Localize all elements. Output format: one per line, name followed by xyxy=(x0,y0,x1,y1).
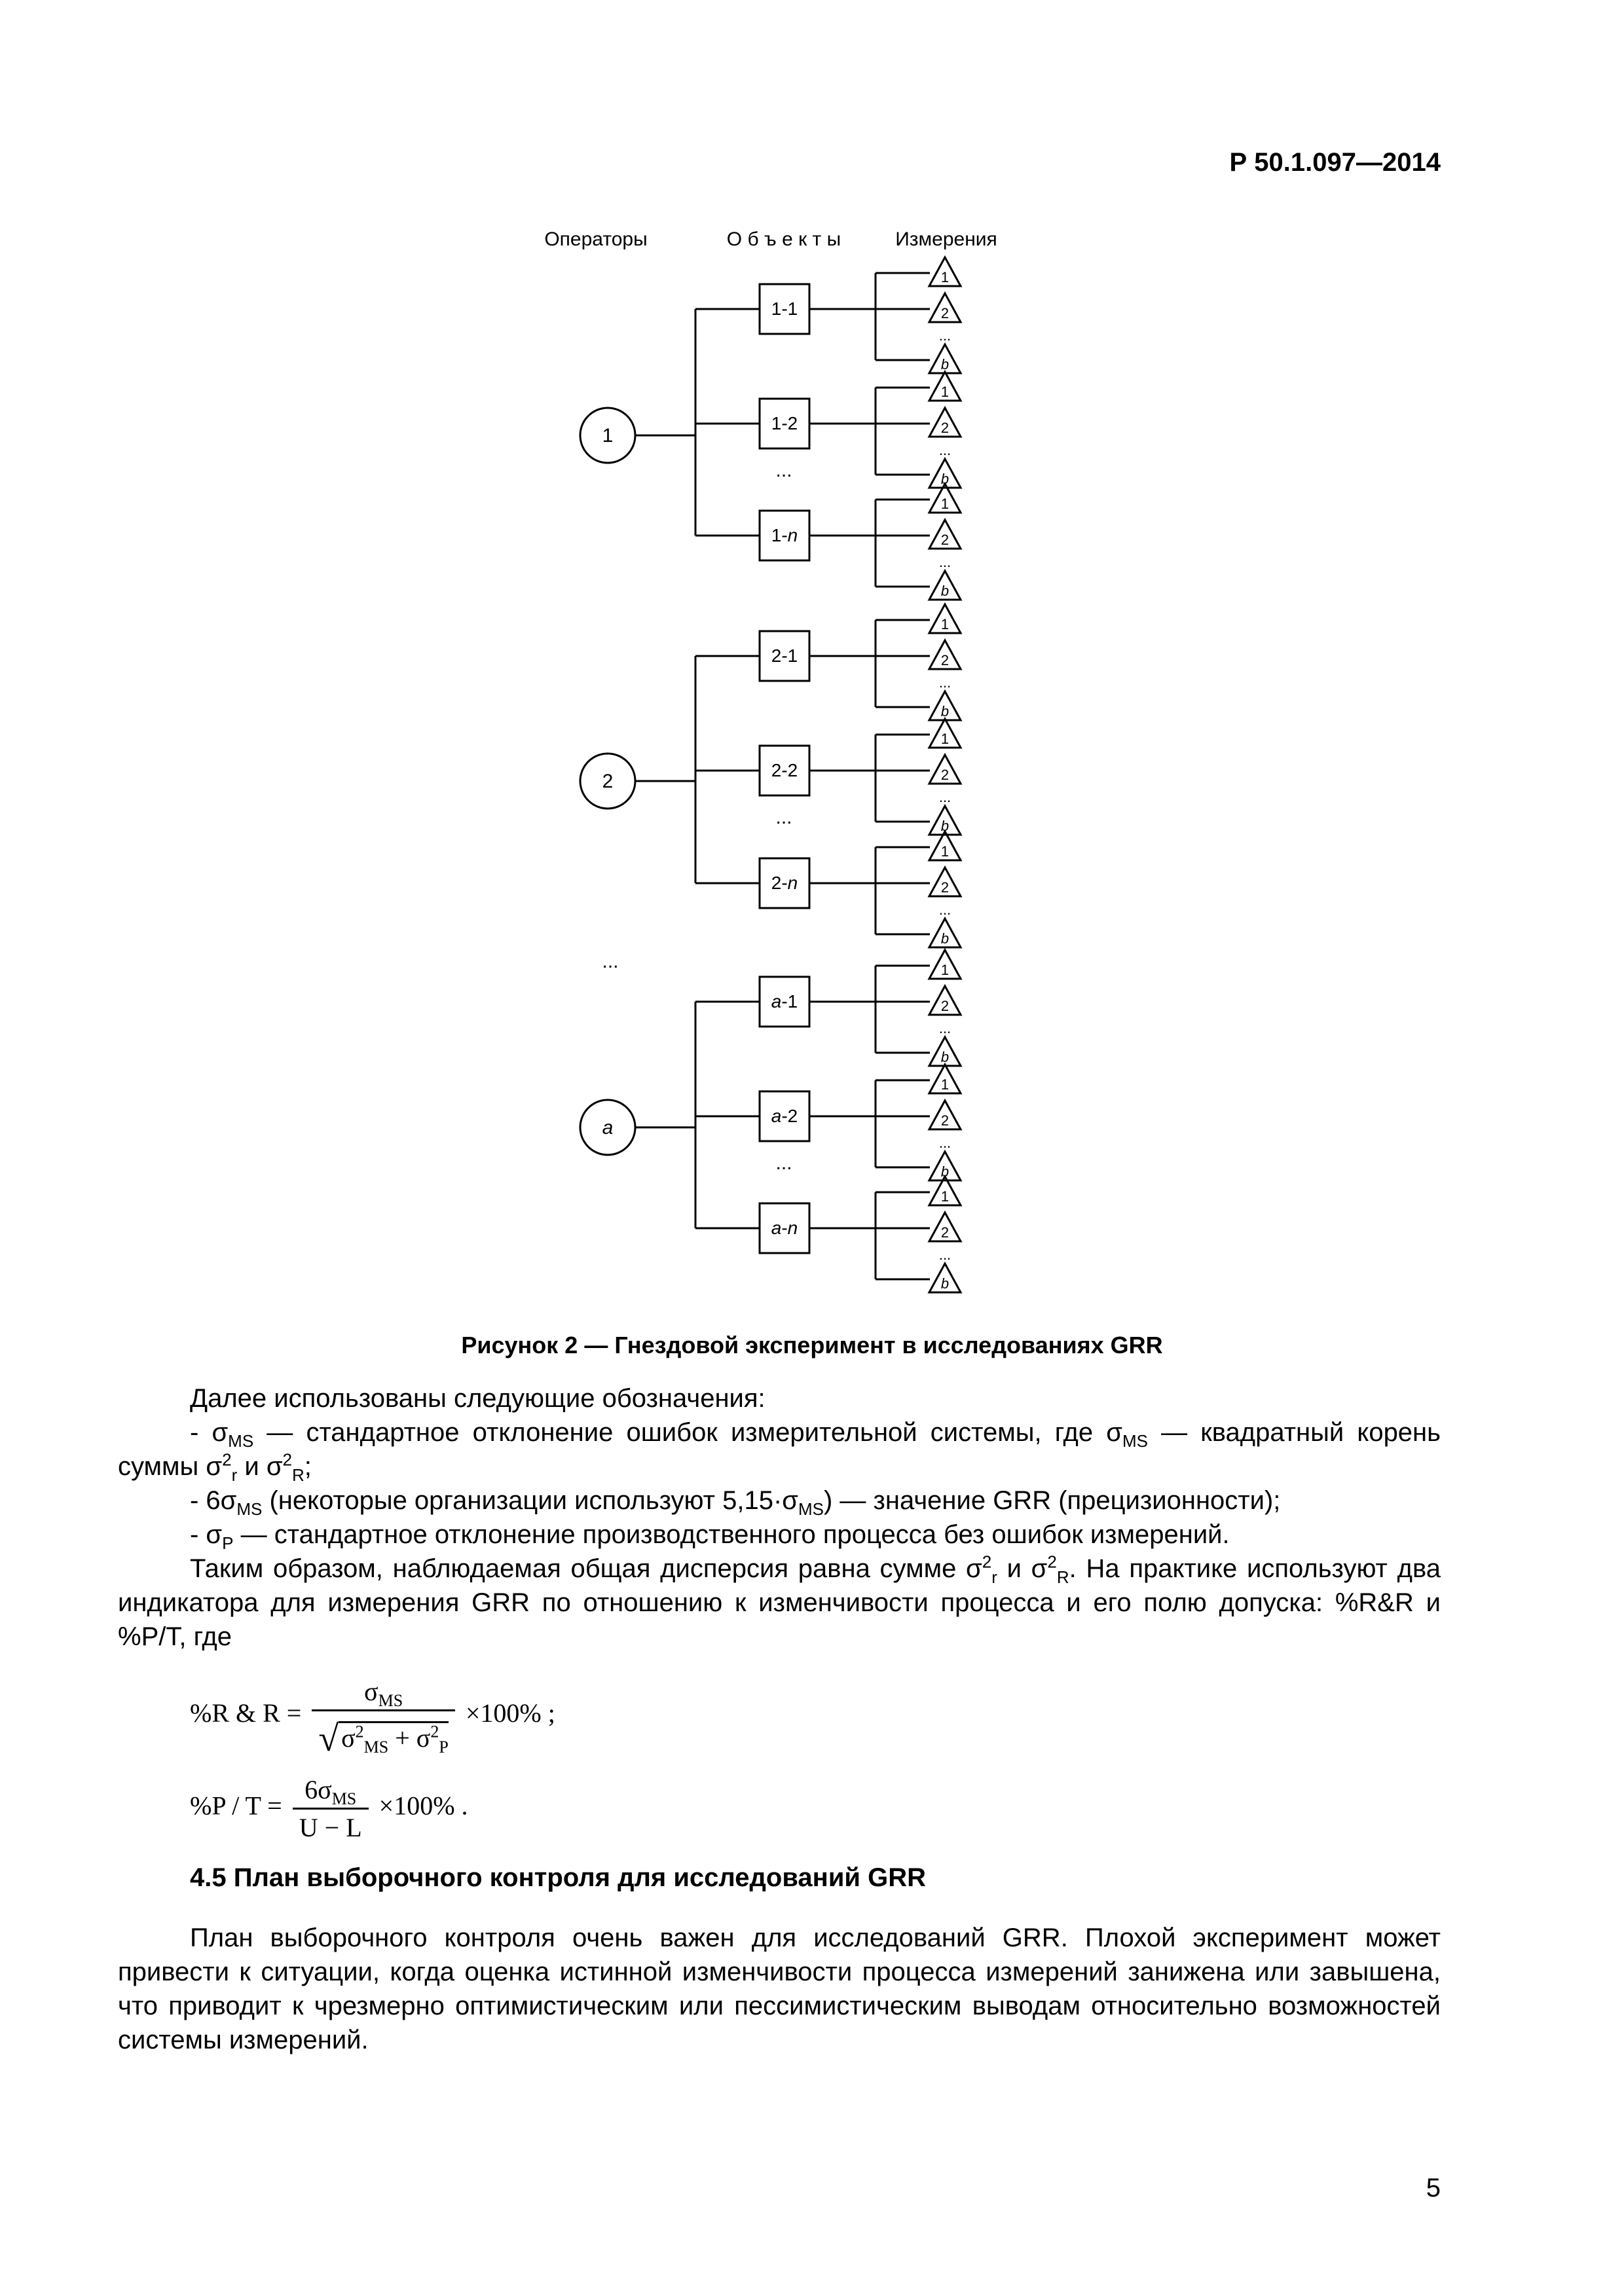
measurement-ellipsis: ... xyxy=(938,327,951,344)
measurement-label: b xyxy=(940,582,950,599)
measurement-label: 1 xyxy=(940,1188,950,1205)
measurement-label: 2 xyxy=(940,651,950,668)
measurement-label: 1 xyxy=(940,1076,950,1093)
measurement-label: 2 xyxy=(940,997,950,1014)
measurement-ellipsis: ... xyxy=(938,902,951,918)
measurement-label: b xyxy=(940,930,950,947)
objects-ellipsis: ... xyxy=(775,460,792,481)
measurement-label: b xyxy=(940,1048,950,1065)
measurement-label: 1 xyxy=(940,843,950,860)
measurement-label: 1 xyxy=(940,615,950,632)
measurement-ellipsis: ... xyxy=(938,442,951,458)
object-label: 1-2 xyxy=(771,413,798,434)
operator-label: 1 xyxy=(602,424,614,446)
measurement-label: 2 xyxy=(940,1224,950,1241)
measurement-label: 1 xyxy=(940,730,950,747)
formula-rr-rhs: ×100% ; xyxy=(465,1698,555,1728)
definition-sigma-p: - $\sigma_P$ — стандартное отклонение производственного процесса без ошибок измерений. xyxy=(190,1520,1230,1553)
measurement-label: b xyxy=(940,355,950,373)
operator-label: 2 xyxy=(602,770,614,792)
formula-rr-lhs: %R & R = xyxy=(190,1698,302,1728)
measurement-label: 1 xyxy=(940,961,950,978)
measurement-ellipsis: ... xyxy=(938,554,951,570)
measurement-label: b xyxy=(940,1275,950,1292)
object-label: 1-1 xyxy=(771,299,798,319)
measurement-label: b xyxy=(940,817,950,834)
section-paragraph: План выборочного контроля очень важен для исследований GRR. Плохой эксперимент может привести к ситуации, когда оценка истинной изменчивости процесса измерений занижена или завышена, что приводит к чрезмерно оптимистическим или пессимистическим выводам относительно возможностей системы измерений. xyxy=(118,1923,1441,2054)
object-label: a-1 xyxy=(771,991,798,1012)
measurement-ellipsis: ... xyxy=(938,674,951,691)
header-operators: Операторы xyxy=(544,228,648,250)
definition-sigma-ms: - $\sigma_{MS}$ — стандартное отклонение ошибок измерительной системы, где $\sigma_{MS}$ — квадратный корень суммы $\sigma^2_r$ и $\sigma^2_R$; xyxy=(118,1418,1441,1485)
formula-pt-fraction: $\frac{6\sigma_{MS}}{U - L}$ xyxy=(293,1774,369,1843)
formula-pt-lhs: %P / T = xyxy=(190,1791,282,1821)
page-number: 5 xyxy=(1426,2174,1441,2202)
formula-pt-rhs: ×100% . xyxy=(378,1791,468,1821)
formula-pt xyxy=(190,1774,468,1843)
measurement-label: 2 xyxy=(940,419,950,436)
measurement-label: 2 xyxy=(940,879,950,896)
section-heading: 4.5 План выборочного контроля для исследований GRR xyxy=(190,1863,927,1892)
definition-6sigma-ms: - $6\sigma_{MS}$ (некоторые организации используют $5,15\cdot\sigma_{MS}$) — значение GRR (прецизионности); xyxy=(190,1486,1281,1519)
measurement-label: 1 xyxy=(940,495,950,512)
measurement-label: b xyxy=(940,702,950,720)
object-label: a-n xyxy=(771,1218,798,1239)
measurement-label: 2 xyxy=(940,1112,950,1129)
header-measurements: Измерения xyxy=(895,228,997,250)
measurement-ellipsis: ... xyxy=(938,789,951,805)
measurement-ellipsis: ... xyxy=(938,1135,951,1151)
operators-ellipsis: ... xyxy=(602,951,619,972)
measurement-label: 1 xyxy=(940,268,950,285)
measurement-label: b xyxy=(940,470,950,487)
formula-rr-fraction: $\frac{\sigma_{MS}}{√ \sigma^2_{MS} + \sigma^2_P}$ xyxy=(312,1676,454,1756)
object-label: 2-1 xyxy=(771,646,798,666)
intro-text: Далее использованы следующие обозначения: xyxy=(190,1384,766,1413)
formula-rr xyxy=(190,1676,555,1759)
objects-ellipsis: ... xyxy=(775,807,792,828)
measurement-label: 2 xyxy=(940,304,950,321)
measurement-label: b xyxy=(940,1163,950,1180)
measurement-ellipsis: ... xyxy=(938,1247,951,1263)
object-label: a-2 xyxy=(771,1106,798,1127)
measurement-label: 1 xyxy=(940,383,950,400)
object-label: 2-2 xyxy=(771,760,798,781)
document-id: Р 50.1.097—2014 xyxy=(1229,148,1441,177)
objects-ellipsis: ... xyxy=(775,1152,792,1174)
header-objects: О б ъ е к т ы xyxy=(726,228,841,250)
operator-label: a xyxy=(602,1116,614,1139)
dispersion-paragraph: Таким образом, наблюдаемая общая дисперсия равна сумме $\sigma^2_r$ и $\sigma^2_R$. На практике используют два индикатора для измерения GRR по отношению к изменчивости процесса и его полю допуска: %R&R и %P/T, где xyxy=(118,1552,1441,1651)
measurement-label: 2 xyxy=(940,766,950,783)
measurement-label: 2 xyxy=(940,531,950,548)
object-label: 1-n xyxy=(771,525,798,546)
object-label: 2-n xyxy=(771,873,798,894)
measurement-ellipsis: ... xyxy=(938,1020,951,1036)
figure-caption: Рисунок 2 — Гнездовой эксперимент в исследованиях GRR xyxy=(461,1332,1163,1358)
